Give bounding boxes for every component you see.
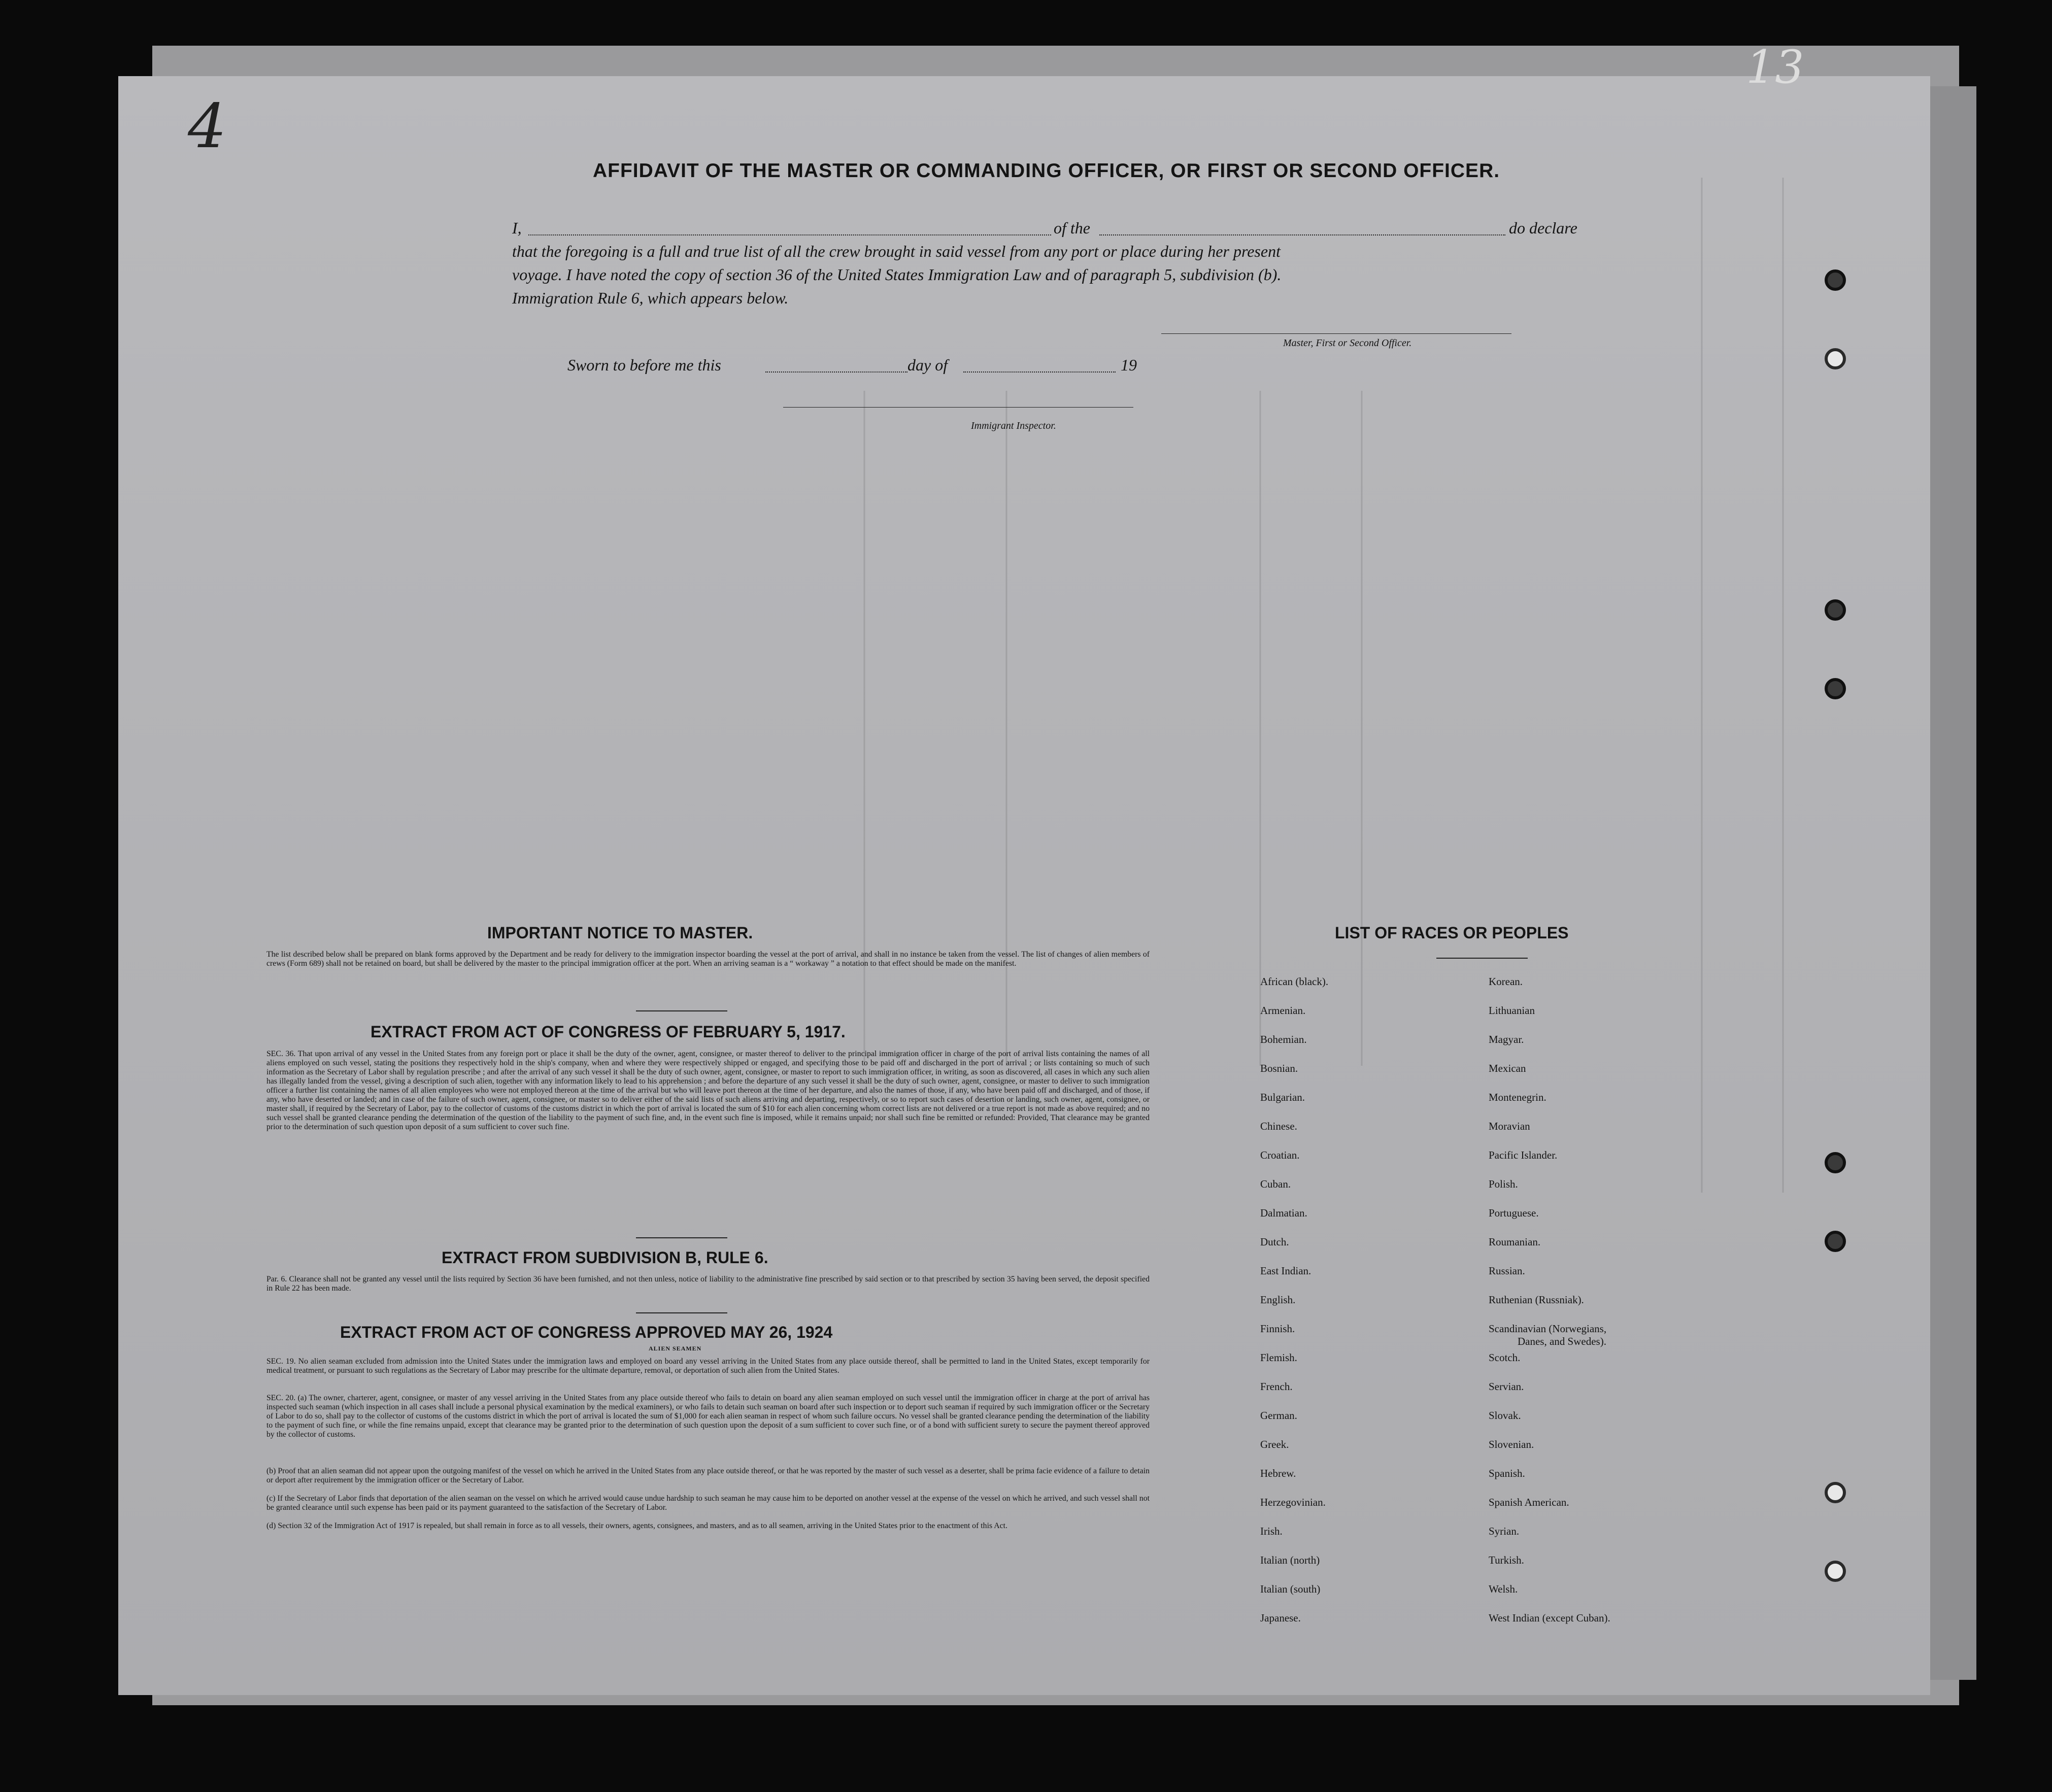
extract-1924-sec20d: (d) Section 32 of the Immigration Act of 1917 is repealed, but shall remain in force as to all vessels, their owners, agents, consignees, and masters, and as to all seamen, arriving in the United States prior to the enactment of this Act. xyxy=(266,1521,1007,1530)
race-item: Servian. xyxy=(1489,1380,1524,1393)
race-item: French. xyxy=(1260,1380,1293,1393)
sworn-label: Sworn to before me this xyxy=(567,356,721,374)
races-title: LIST OF RACES OR PEOPLES xyxy=(1335,924,1569,942)
race-item: Pacific Islander. xyxy=(1489,1149,1558,1161)
affidavit-do-declare: do declare xyxy=(1509,219,1577,237)
race-item: Irish. xyxy=(1260,1525,1283,1537)
vessel-field-line[interactable] xyxy=(1099,234,1505,235)
race-item: Turkish. xyxy=(1489,1554,1524,1566)
race-item: Spanish American. xyxy=(1489,1496,1569,1508)
race-item: Welsh. xyxy=(1489,1583,1518,1595)
divider xyxy=(636,1237,727,1238)
race-item: Moravian xyxy=(1489,1120,1530,1132)
binder-hole xyxy=(1825,1482,1846,1503)
race-item: Armenian. xyxy=(1260,1004,1306,1017)
extract-1924-sec20a: SEC. 20. (a) The owner, charterer, agent, consignee, or master of any vessel arriving in the United States from any place outside thereof who fails to detain on board any alien seaman employed on such vessel until the immigration officer in charge at the port of arrival has inspected such seaman (which inspection in all cases shall include a personal physical examination by the medical examiners), or who fails to detain such seaman on board after such inspection or to deport such seaman if required by such immigration officer or the Secretary of Labor to do so, shall pay to the collector of customs of the customs district in which the port of arrival is located the sum of $1,000 for each alien seaman in respect of whom such failure occurs. No vessel shall be granted clearance pending the determination of the liability to the payment of such fine, or while the fine remains unpaid, except that clearance may be granted prior to the determination of such question upon the deposit of a sum sufficient to cover such fine, or of a bond with sufficient surety to secure the payment thereof approved by the collector of customs. xyxy=(266,1394,1150,1439)
binder-hole xyxy=(1825,269,1846,291)
race-item: Korean. xyxy=(1489,975,1523,988)
extract-1924-sec20b: (b) Proof that an alien seaman did not appear upon the outgoing manifest of the vessel on which he arrived in the United States from any place outside thereof, or that he was reported by the master of such vessel as a deserter, shall be prima facie evidence of a failure to detain or deport after requirement by the immigration officer or the Secretary of Labor. xyxy=(266,1467,1150,1484)
race-item: East Indian. xyxy=(1260,1265,1311,1277)
race-item: Hebrew. xyxy=(1260,1467,1296,1479)
race-item: Slovak. xyxy=(1489,1409,1521,1422)
affidavit-line-2: voyage. I have noted the copy of section 36 of the United States Immigration Law and of paragraph 5, subdivision (b). xyxy=(512,265,1282,284)
race-item: Flemish. xyxy=(1260,1351,1297,1364)
race-item: Polish. xyxy=(1489,1178,1518,1190)
handwritten-page-number: 13 xyxy=(1746,41,1804,94)
race-item-continued: Danes, and Swedes). xyxy=(1518,1335,1606,1347)
race-item: African (black). xyxy=(1260,975,1329,988)
race-item: Portuguese. xyxy=(1489,1207,1539,1219)
race-item: Cuban. xyxy=(1260,1178,1291,1190)
race-item: Dutch. xyxy=(1260,1236,1289,1248)
notice-text: The list described below shall be prepared on blank forms approved by the Department and be ready for delivery to the immigration inspector boarding the vessel at the port of arrival, and shall in no instance be taken from the vessel. The list of changes of alien members of crews (Form 689) shall not be retained on board, but shall be delivered by the master to the principal immigration officer at the port. When an arriving seaman is a “ workaway ” a notation to that effect should be made on the manifest. xyxy=(266,950,1150,968)
manifest-page xyxy=(118,76,1930,1695)
race-item: Finnish. xyxy=(1260,1323,1295,1335)
extract-1917-title: EXTRACT FROM ACT OF CONGRESS OF FEBRUARY 5, 1917. xyxy=(371,1023,846,1041)
race-item: Greek. xyxy=(1260,1438,1289,1450)
inspector-signature-line[interactable] xyxy=(783,407,1133,408)
extract-1924-title: EXTRACT FROM ACT OF CONGRESS APPROVED MAY 26, 1924 xyxy=(340,1323,833,1341)
extract-rule6-title: EXTRACT FROM SUBDIVISION B, RULE 6. xyxy=(442,1248,768,1267)
binder-hole xyxy=(1825,678,1846,699)
binder-hole xyxy=(1825,348,1846,369)
day-of-label: day of xyxy=(907,356,948,374)
affidavit-line-3: Immigration Rule 6, which appears below. xyxy=(512,289,789,307)
race-item: Croatian. xyxy=(1260,1149,1300,1161)
binder-hole xyxy=(1825,1231,1846,1252)
race-item: English. xyxy=(1260,1294,1296,1306)
divider xyxy=(1436,958,1528,959)
extract-1924-sec20c: (c) If the Secretary of Labor finds that deportation of the alien seaman on the vessel on which he arrived would cause undue hardship to such seaman he may cause him to be deported on another vessel at the expense of the vessel on which he arrived, and such vessel shall not be granted clearance until such expense has been paid or its payment guaranteed to the satisfaction of the Secretary of Labor. xyxy=(266,1494,1150,1512)
affidavit-line-1: that the foregoing is a full and true list of all the crew brought in said vessel from any port or place during her present xyxy=(512,242,1281,260)
race-item: Magyar. xyxy=(1489,1033,1524,1045)
race-item: Bosnian. xyxy=(1260,1062,1298,1074)
race-item: Scotch. xyxy=(1489,1351,1521,1364)
name-field-line[interactable] xyxy=(528,234,1051,235)
affidavit-i-label: I, xyxy=(512,219,522,237)
master-signature-line[interactable] xyxy=(1161,333,1511,334)
extract-rule6-text: Par. 6. Clearance shall not be granted any vessel until the lists required by Section 36 have been furnished, and not then unless, notice of liability to the administrative fine prescribed by said section or to that prescribed by section 35 having been served, the deposit specified in Rule 22 has been made. xyxy=(266,1275,1150,1293)
race-item: Chinese. xyxy=(1260,1120,1297,1132)
extract-1924-sec19: SEC. 19. No alien seaman excluded from admission into the United States under the immigration laws and employed on board any vessel arriving in the United States from any place outside thereof, shall be permitted to land in the United States, except temporarily for medical treatment, or pursuant to such regulations as the Secretary of Labor may prescribe for the ultimate departure, removal, or deportation of such alien from the United States. xyxy=(266,1357,1150,1375)
race-item: Ruthenian (Russniak). xyxy=(1489,1294,1584,1306)
binder-hole xyxy=(1825,1561,1846,1582)
race-item: Dalmatian. xyxy=(1260,1207,1307,1219)
race-item: Lithuanian xyxy=(1489,1004,1535,1017)
binder-hole xyxy=(1825,1152,1846,1173)
race-item: Russian. xyxy=(1489,1265,1525,1277)
race-item: Bohemian. xyxy=(1260,1033,1307,1045)
race-item: Herzegovinian. xyxy=(1260,1496,1326,1508)
race-item: Italian (north) xyxy=(1260,1554,1320,1566)
race-item: Italian (south) xyxy=(1260,1583,1321,1595)
race-item: German. xyxy=(1260,1409,1297,1422)
bleed-through-grid xyxy=(118,76,1930,1695)
race-item: Montenegrin. xyxy=(1489,1091,1546,1103)
race-item: Bulgarian. xyxy=(1260,1091,1305,1103)
race-item: Syrian. xyxy=(1489,1525,1520,1537)
binder-hole xyxy=(1825,599,1846,621)
race-item: Slovenian. xyxy=(1489,1438,1534,1450)
extract-1917-text: SEC. 36. That upon arrival of any vessel in the United States from any foreign port or place it shall be the duty of the owner, agent, consignee, or master thereof to deliver to the principal immigration officer in charge of the port of arrival lists containing the names of all aliens employed on such vessel, stating the positions they respectively hold in the ship's company, when and where they were respectively shipped or engaged, and specifying those to be paid off and discharged in the port of arrival ; or lists containing so much of such information as the Secretary of Labor shall by regulation prescribe ; and after the arrival of any such vessel it shall be the duty of such owner, agent, consignee, or master to report to such immigration officer, in writing, as soon as discovered, all cases in which any such alien has illegally landed from the vessel, giving a description of such alien, together with any information likely to lead to his apprehension ; and before the departure of any such vessel it shall be the duty of such owner, agent, consignee, or master to deliver to such immigration officer a further list containing the names of all alien employees who were not employed thereon at the time of the arrival but who will leave port thereon at the time of her departure, and also the names of those, if any, who have been paid off and discharged, and of those, if any, who have deserted or landed; and in case of the failure of such owner, agent, consignee, or master so to deliver either of the said lists of such aliens arriving and departing, respectively, or so to report such cases of desertion or landing, such owner, agent, consignee, or master shall, if required by the Secretary of Labor, pay to the collector of customs of the customs district in which the port of arrival is located the sum of $10 for each alien concerning whom correct lists are not delivered or a true report is not made as above required; and no such vessel shall be granted clearance pending the determination of the question of the liability to the payment of such fine, and, in the event such fine is imposed, while it remains unpaid; nor shall such fine be remitted or refunded: Provided, That clearance may be granted prior to the determination of such question upon deposit of a sum sufficient to cover such fine. xyxy=(266,1050,1150,1131)
sworn-month-line[interactable] xyxy=(963,371,1116,373)
race-item: West Indian (except Cuban). xyxy=(1489,1612,1610,1624)
inspector-label: Immigrant Inspector. xyxy=(971,420,1056,431)
year-label: 19 xyxy=(1121,356,1137,374)
master-signature-label: Master, First or Second Officer. xyxy=(1283,337,1412,349)
race-item: Roumanian. xyxy=(1489,1236,1541,1248)
divider xyxy=(636,1010,727,1011)
extract-1924-subtitle: ALIEN SEAMEN xyxy=(649,1345,702,1352)
affidavit-of-the: of the xyxy=(1054,219,1090,237)
divider xyxy=(636,1312,727,1313)
affidavit-title: AFFIDAVIT OF THE MASTER OR COMMANDING OFFICER, OR FIRST OR SECOND OFFICER. xyxy=(593,160,1500,182)
race-item: Scandinavian (Norwegians, xyxy=(1489,1323,1607,1335)
race-item: Japanese. xyxy=(1260,1612,1301,1624)
sworn-day-line[interactable] xyxy=(765,371,907,373)
race-item: Spanish. xyxy=(1489,1467,1525,1479)
notice-title: IMPORTANT NOTICE TO MASTER. xyxy=(487,924,753,942)
handwritten-mark: 4 xyxy=(188,91,227,162)
race-item: Mexican xyxy=(1489,1062,1526,1074)
